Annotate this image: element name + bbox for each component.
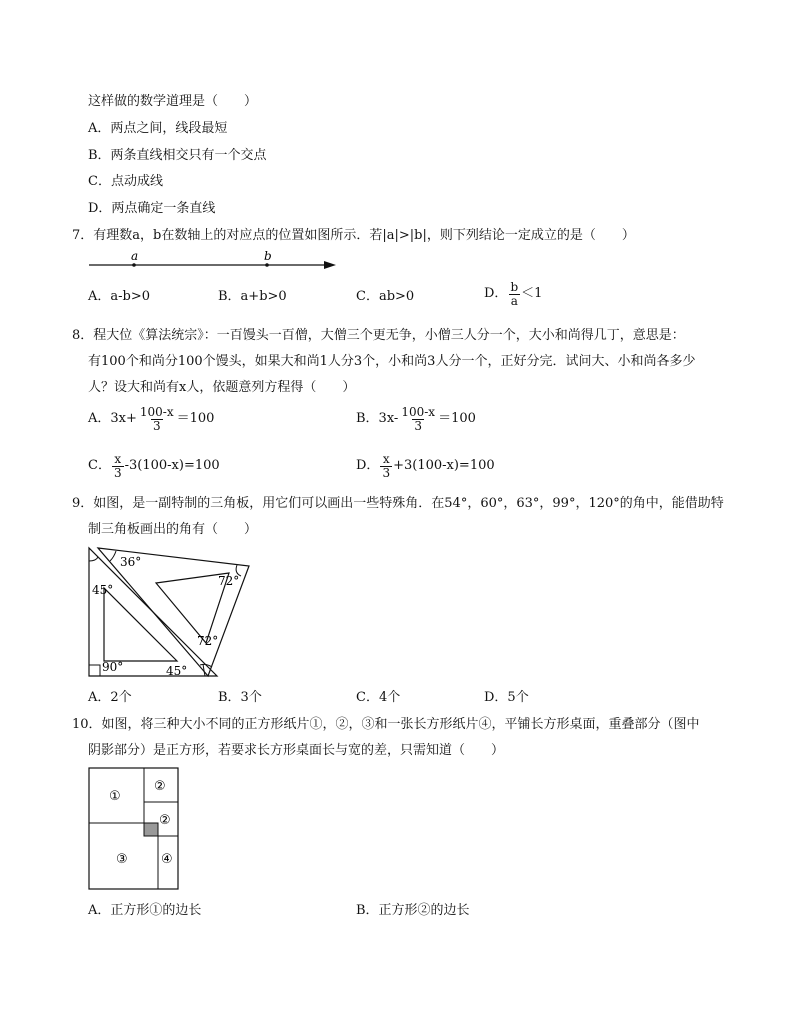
q8-a-suffix: ＝100 <box>176 411 215 427</box>
q8-option-b <box>356 406 476 432</box>
q8-a-numerator: 100-x <box>139 405 174 419</box>
point-a-label: a <box>131 250 139 263</box>
q8-a-denominator: 3 <box>152 418 161 433</box>
q8-option-a <box>88 406 214 432</box>
q8-d-prefix: D． <box>356 458 380 474</box>
q10-option-a: A．正方形①的边长 <box>88 903 202 918</box>
q10-line-1: 10．如图，将三种大小不同的正方形纸片①，②，③和一张长方形纸片④，平铺长方形桌面，重叠部分（图中 <box>72 717 700 732</box>
q9-option-a: A．2个 <box>88 690 132 705</box>
q10-option-b: B．正方形②的边长 <box>356 903 470 918</box>
q8-b-numerator: 100-x <box>401 405 436 419</box>
q8-c-denominator: 3 <box>113 465 122 480</box>
q8-c-prefix: C． <box>88 458 111 474</box>
q8-b-prefix: B．3x- <box>356 411 399 427</box>
right-angle-mark <box>89 665 100 676</box>
q9-option-c: C．4个 <box>356 690 401 705</box>
angle-45-bottom-label: 45° <box>166 664 188 678</box>
q9-option-d: D．5个 <box>484 690 529 705</box>
q8-d-denominator: 3 <box>382 465 391 480</box>
q9-line-2: 制三角板画出的角有（ ） <box>88 522 258 537</box>
number-line-arrow-icon <box>324 261 336 269</box>
angle-72-top-label: 72° <box>218 574 240 588</box>
q6-option-b: B．两条直线相交只有一个交点 <box>88 148 267 163</box>
q8-d-numerator: x <box>382 452 390 466</box>
q8-option-c <box>88 453 220 479</box>
q7-option-d-fraction <box>508 281 520 307</box>
point-b-dot <box>265 263 269 267</box>
q9-line-1: 9．如图，是一副特制的三角板，用它们可以画出一些特殊角．在54°，60°，63°，99°，120°的角中，能借助特 <box>72 496 724 511</box>
q7-option-d-prefix: D． <box>484 286 508 302</box>
q8-line-1: 8．程大位《算法统宗》：一百馒头一百僧，大僧三个更无争，小僧三人分一个，大小和尚得几丁，意思是： <box>72 328 685 343</box>
q8-b-denominator: 3 <box>414 418 423 433</box>
label-3: ③ <box>116 852 128 867</box>
q7-option-d <box>484 281 542 307</box>
q8-line-2: 有100个和尚分100个馒头，如果大和尚1人分3个，小和尚3人分一个，正好分完．试问大、小和尚各多少 <box>88 354 696 369</box>
q7-d-denominator: a <box>510 293 518 308</box>
q7-option-c: C．ab>0 <box>356 289 415 304</box>
q9-triangles-figure <box>84 543 256 681</box>
q8-c-fraction <box>112 453 124 479</box>
q8-b-suffix: ＝100 <box>438 411 476 427</box>
overlap-shaded-square <box>144 823 158 836</box>
angle-45-left-label: 45° <box>92 583 114 597</box>
label-1: ① <box>109 789 121 804</box>
q7-option-a: A．a-b>0 <box>88 289 151 304</box>
q7-stem: 7．有理数a，b在数轴上的对应点的位置如图所示．若|a|>|b|，则下列结论一定成立的是（ ） <box>72 228 635 243</box>
q8-option-d <box>356 453 495 479</box>
q7-option-b: B．a+b>0 <box>218 289 287 304</box>
angle-90-label: 90° <box>102 660 124 674</box>
q8-c-numerator: x <box>114 452 122 466</box>
q7-number-line-figure <box>86 250 342 272</box>
q8-line-3: 人？设大和尚有x人，依题意列方程得（ ） <box>88 380 356 395</box>
angle-72-right-label: 72° <box>197 634 219 648</box>
q8-c-suffix: -3(100-x)=100 <box>124 458 220 474</box>
q6-option-c: C．点动成线 <box>88 174 163 189</box>
q8-b-fraction <box>399 406 437 432</box>
angle-36-label: 36° <box>120 555 142 569</box>
q10-line-2: 阴影部分）是正方形，若要求长方形桌面长与宽的差，只需知道（ ） <box>88 743 505 758</box>
angle-45-left-arc <box>89 557 98 561</box>
label-2-middle: ② <box>159 813 171 828</box>
q6-option-a: A．两点之间，线段最短 <box>88 121 228 136</box>
point-b-label: b <box>264 250 272 263</box>
q8-a-prefix: A．3x+ <box>88 411 137 427</box>
q7-option-d-suffix: ＜1 <box>521 286 543 302</box>
q8-a-fraction <box>138 406 176 432</box>
label-2-top: ② <box>154 779 166 794</box>
q10-squares-figure <box>88 767 180 891</box>
q6-stem: 这样做的数学道理是（ ） <box>88 94 258 109</box>
q6-option-d: D．两点确定一条直线 <box>88 201 216 216</box>
q9-option-b: B．3个 <box>218 690 262 705</box>
angle-36-arc <box>110 551 116 561</box>
point-a-dot <box>132 263 136 267</box>
q8-d-suffix: +3(100-x)=100 <box>393 458 495 474</box>
q8-d-fraction <box>380 453 392 479</box>
q7-d-numerator: b <box>510 280 519 294</box>
label-4: ④ <box>161 852 173 867</box>
